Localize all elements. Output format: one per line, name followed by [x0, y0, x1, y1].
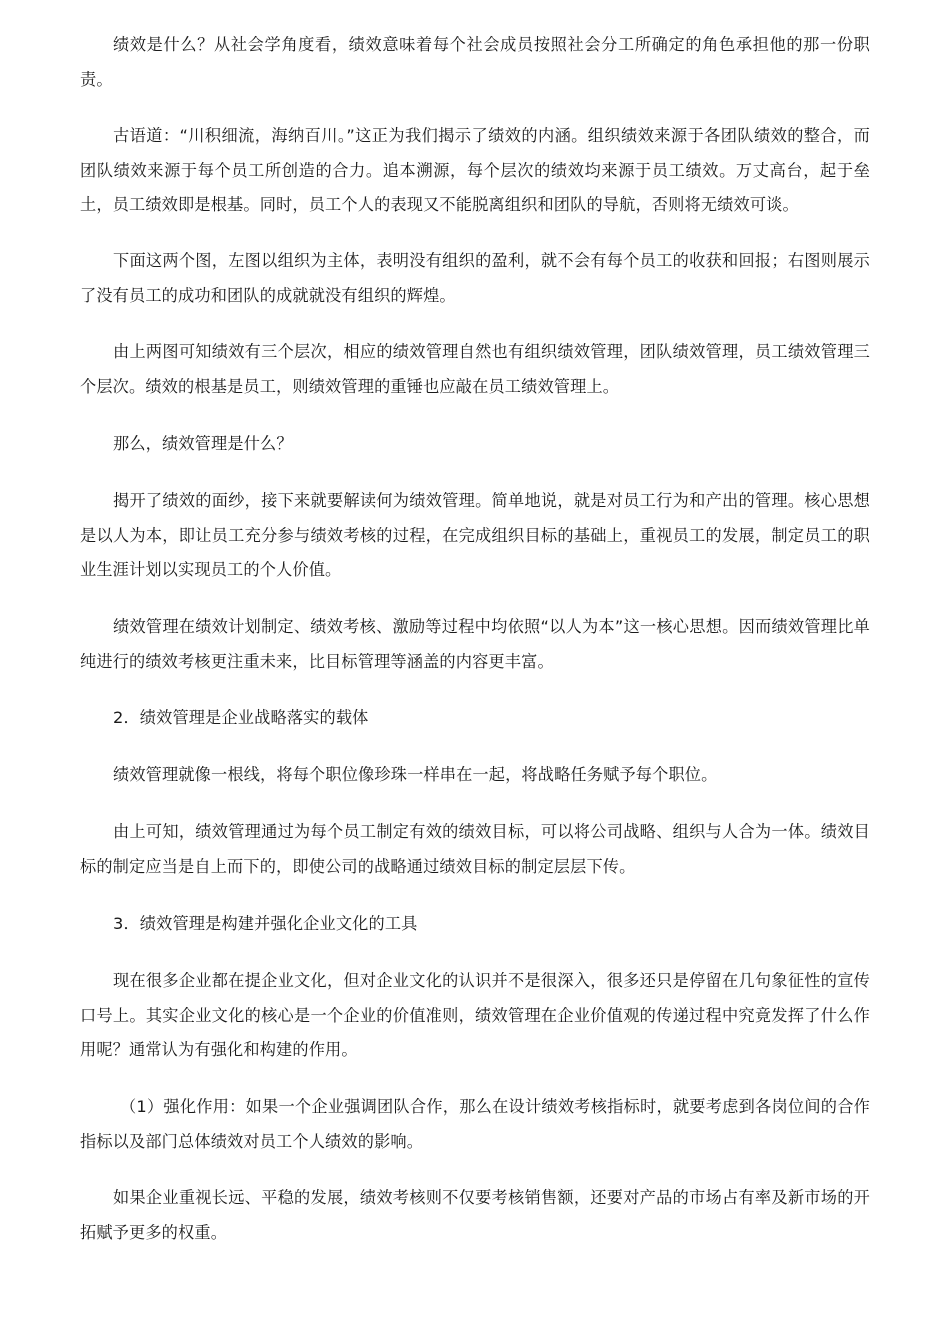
paragraph-goal-setting: 由上可知，绩效管理通过为每个员工制定有效的绩效目标，可以将公司战略、组织与人合为一体。绩效目标的制定应当是自上而下的，即使公司的战略通过绩效目标的制定层层下传。 [80, 822, 870, 876]
paragraph-people-oriented: 绩效管理在绩效计划制定、绩效考核、激励等过程中均依照“以人为本”这一核心思想。因而绩效管理比单纯进行的绩效考核更注重未来，比目标管理等涵盖的内容更丰富。 [80, 617, 870, 671]
paragraph-ancient-saying: 古语道：“川积细流，海纳百川。”这正为我们揭示了绩效的内涵。组织绩效来源于各团队绩效的整合，而团队绩效来源于每个员工所创造的合力。追本溯源，每个层次的绩效均来源于员工绩效。万丈高台，起于垒土，员工绩效即是根基。同时，员工个人的表现又不能脱离组织和团队的导航，否则将无绩效可谈。 [80, 126, 870, 214]
paragraph-thread-metaphor: 绩效管理就像一根线，将每个职位像珍珠一样串在一起，将战略任务赋予每个职位。 [113, 765, 718, 784]
paragraph-performance-definition: 绩效是什么？从社会学角度看，绩效意味着每个社会成员按照社会分工所确定的角色承担他的那一份职责。 [80, 35, 870, 89]
paragraph-corporate-culture: 现在很多企业都在提企业文化，但对企业文化的认识并不是很深入，很多还只是停留在几句象征性的宣传口号上。其实企业文化的核心是一个企业的价值准则，绩效管理在企业价值观的传递过程中究竟发挥了什么作用呢？通常认为有强化和构建的作用。 [80, 971, 870, 1059]
section-heading-3: 3．绩效管理是构建并强化企业文化的工具 [113, 914, 418, 933]
paragraph-management-explained: 揭开了绩效的面纱，接下来就要解读何为绩效管理。简单地说，就是对员工行为和产出的管理。核心思想是以人为本，即让员工充分参与绩效考核的过程，在完成组织目标的基础上，重视员工的发展，制定员工的职业生涯计划以实现员工的个人价值。 [80, 491, 870, 579]
section-heading-2: 2．绩效管理是企业战略落实的载体 [113, 708, 369, 727]
paragraph-question: 那么，绩效管理是什么？ [113, 434, 293, 453]
paragraph-three-levels: 由上两图可知绩效有三个层次，相应的绩效管理自然也有组织绩效管理，团队绩效管理，员工绩效管理三个层次。绩效的根基是员工，则绩效管理的重锤也应敲在员工绩效管理上。 [80, 342, 870, 396]
paragraph-long-term-development: 如果企业重视长远、平稳的发展，绩效考核则不仅要考核销售额，还要对产品的市场占有率及新市场的开拓赋予更多的权重。 [80, 1188, 870, 1242]
paragraph-two-figures: 下面这两个图，左图以组织为主体，表明没有组织的盈利，就不会有每个员工的收获和回报；右图则展示了没有员工的成功和团队的成就就没有组织的辉煌。 [80, 251, 870, 305]
paragraph-strengthening-role: （1）强化作用：如果一个企业强调团队合作，那么在设计绩效考核指标时，就要考虑到各岗位间的合作指标以及部门总体绩效对员工个人绩效的影响。 [80, 1097, 870, 1151]
